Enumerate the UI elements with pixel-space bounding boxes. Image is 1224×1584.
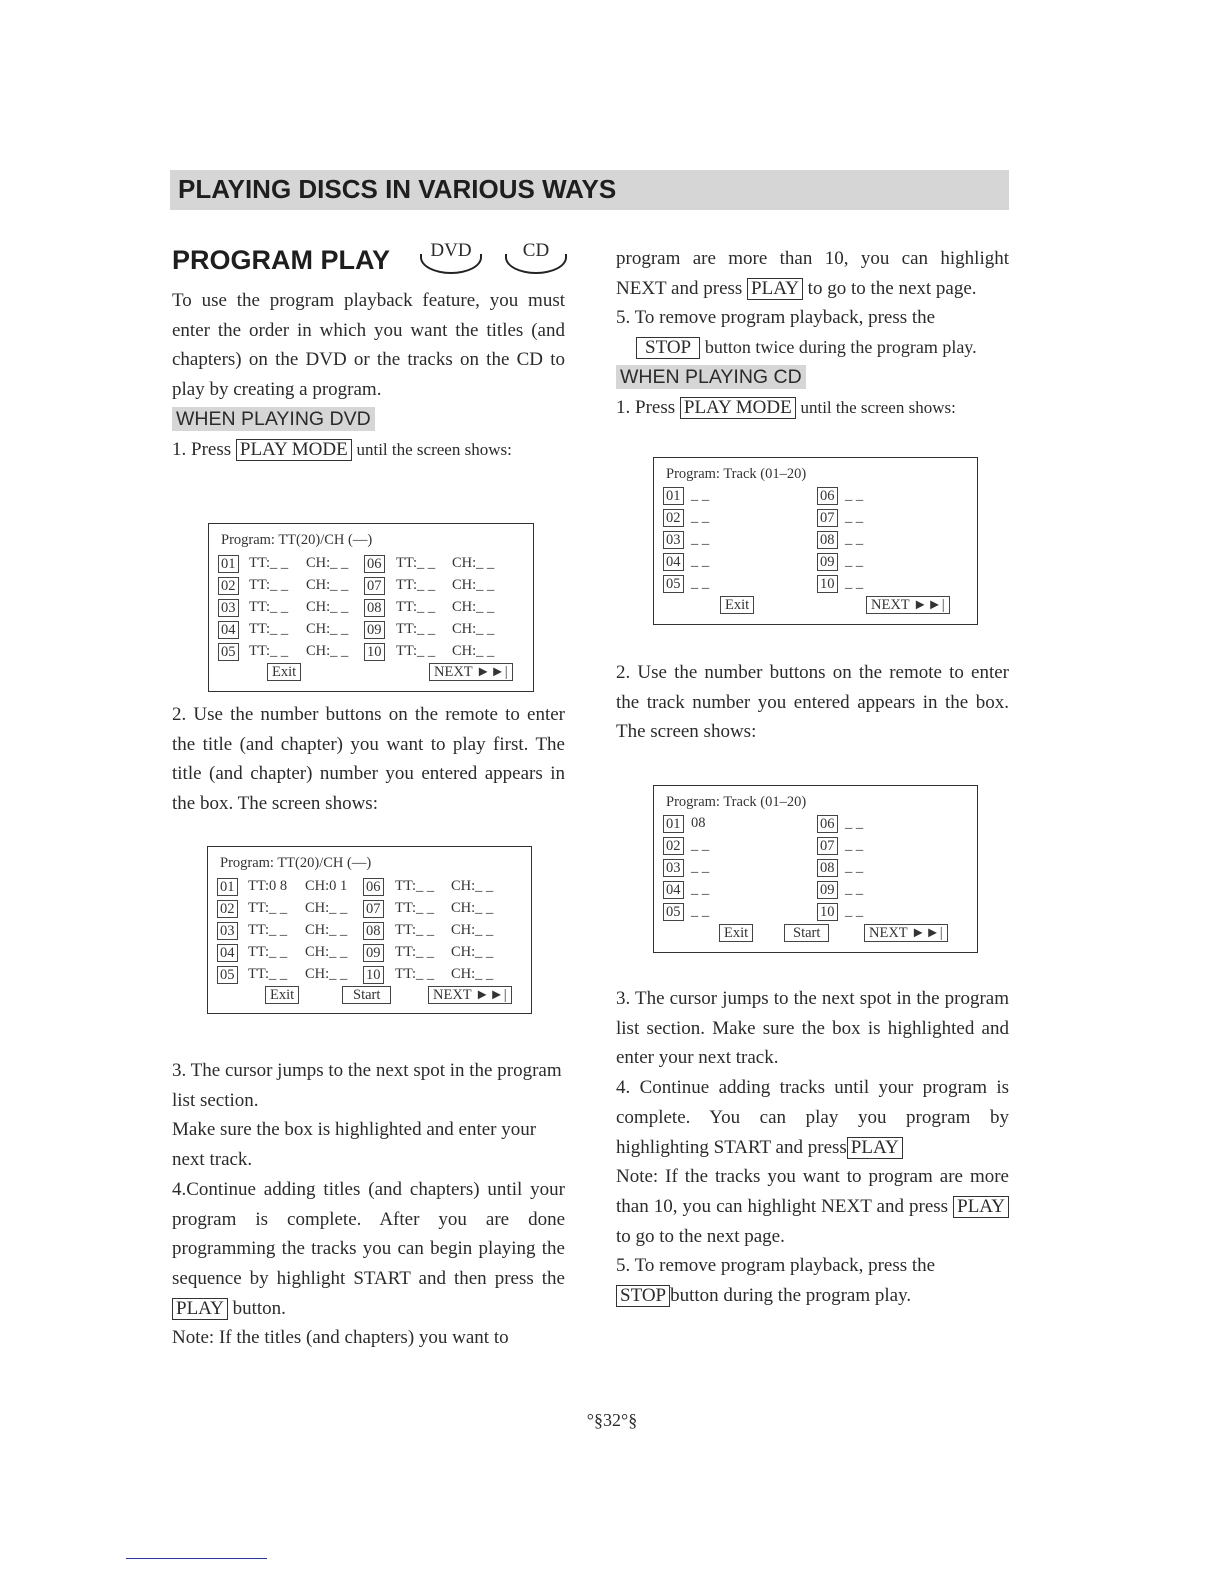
slot-number: 06: [364, 555, 385, 573]
dvd-step-5-end: button twice during the program play.: [704, 337, 977, 358]
cd-step-4-text: 4. Continue adding tracks until your program is complete. You can play you program by highlighting START and press: [616, 1077, 1009, 1158]
chapter-field-cell: [305, 922, 347, 939]
screen-title: Program: TT(20)/CH (––): [220, 855, 372, 871]
title-field-cell: [396, 577, 435, 594]
track-value-cell: [691, 575, 709, 592]
track-slot-cell: [817, 575, 838, 593]
start-button[interactable]: Start: [784, 924, 829, 942]
slot-number-cell: [217, 900, 238, 918]
next-button[interactable]: NEXT ►►|: [866, 596, 950, 614]
note-cont-end: to go to the next page.: [807, 277, 977, 299]
title-field: TT:_ _: [248, 966, 288, 982]
track-value-cell: [845, 553, 863, 570]
cd-step-5-text: 5. To remove program playback, press the: [616, 1255, 936, 1277]
track-value: _ _: [845, 881, 864, 897]
dvd-subheading: WHEN PLAYING DVD: [172, 407, 375, 431]
slot-number-cell: [363, 878, 384, 896]
title-field: TT:_ _: [249, 621, 289, 637]
exit-button[interactable]: Exit: [265, 986, 299, 1004]
next-button[interactable]: NEXT ►►|: [429, 663, 513, 681]
slot-number-cell: [217, 966, 238, 984]
dvd-icon-label: DVD: [430, 240, 472, 261]
dvd-step-4-text: 4.Continue adding titles (and chapters) until your program is complete. After you are done programming the tracks you can begin playing the sequence by highlight START and then press the: [172, 1178, 565, 1289]
stop-key: STOP: [636, 337, 700, 359]
screen-title: Program: Track (01–20): [666, 794, 807, 810]
dvd-step-3b: Make sure the box is highlighted and enter your next track.: [172, 1119, 537, 1171]
chapter-field-cell: [306, 577, 348, 594]
track-value-cell: [845, 531, 863, 548]
title-field-cell: [248, 900, 287, 917]
title-field: TT:_ _: [249, 577, 289, 593]
track-slot-cell: [817, 553, 838, 571]
next-button[interactable]: NEXT ►►|: [864, 924, 948, 942]
dvd-step-5: [616, 303, 1009, 362]
section-title: PROGRAM PLAY: [172, 245, 391, 275]
track-value-cell: [691, 531, 709, 548]
title-field-cell: [396, 555, 435, 572]
title-field-cell: [396, 621, 435, 638]
left-column-intro: [172, 286, 565, 464]
next-button[interactable]: NEXT ►►|: [428, 986, 512, 1004]
cd-disc-icon: [505, 240, 567, 274]
track-slot-number: 07: [817, 837, 838, 855]
chapter-field-cell: [305, 966, 347, 983]
chapter-field-cell: [452, 555, 494, 572]
slot-number: 05: [218, 643, 239, 661]
track-slot-cell: [663, 859, 684, 877]
chapter-field-cell: [452, 577, 494, 594]
dvd-step-5-text: 5. To remove program playback, press the: [616, 307, 936, 329]
title-field-cell: [396, 643, 435, 660]
track-slot-number: 01: [663, 815, 684, 833]
chapter-field: CH:_ _: [306, 643, 349, 659]
slot-number-cell: [364, 621, 385, 639]
track-slot-number: 05: [663, 575, 684, 593]
slot-number: 07: [363, 900, 384, 918]
title-field-cell: [395, 966, 434, 983]
track-slot-cell: [663, 487, 684, 505]
slot-number-cell: [364, 643, 385, 661]
track-slot-number: 06: [817, 487, 838, 505]
track-value-cell: [845, 903, 863, 920]
title-field-cell: [249, 621, 288, 638]
dvd-program-screen-empty: [208, 523, 534, 692]
track-value-cell: [845, 881, 863, 898]
slot-number: 09: [363, 944, 384, 962]
slot-number-cell: [217, 878, 238, 896]
title-field: TT:_ _: [395, 900, 435, 916]
track-value-cell: [691, 509, 709, 526]
slot-number-cell: [363, 922, 384, 940]
title-field: TT:_ _: [249, 643, 289, 659]
title-field-cell: [248, 966, 287, 983]
track-slot-number: 09: [817, 881, 838, 899]
track-slot-cell: [663, 575, 684, 593]
exit-button[interactable]: Exit: [267, 663, 301, 681]
dvd-note-continued: [616, 244, 1009, 303]
chapter-field: CH:_ _: [306, 599, 349, 615]
chapter-field-cell: [306, 643, 348, 660]
chapter-field-cell: [306, 555, 348, 572]
title-field-cell: [248, 922, 287, 939]
dvd-disc-icon: [420, 240, 482, 274]
track-value-cell: [845, 575, 863, 592]
banner-title: PLAYING DISCS IN VARIOUS WAYS: [178, 174, 617, 204]
title-field: TT:_ _: [395, 944, 435, 960]
title-field: TT:0 8: [248, 878, 288, 894]
slot-number-cell: [363, 944, 384, 962]
slot-number-cell: [218, 555, 239, 573]
title-field: TT:_ _: [396, 555, 436, 571]
track-value-cell: [845, 487, 863, 504]
chapter-field: CH:_ _: [451, 900, 494, 916]
dvd-step-1-end: until the screen shows:: [356, 439, 512, 459]
chapter-field-cell: [452, 643, 494, 660]
chapter-field: CH:_ _: [452, 599, 495, 615]
dvd-step-1: [172, 435, 565, 465]
chapter-field: CH:_ _: [306, 555, 349, 571]
chapter-field: CH:_ _: [305, 944, 348, 960]
slot-number: 07: [364, 577, 385, 595]
track-value: _ _: [691, 859, 710, 875]
play-key: PLAY: [747, 278, 803, 300]
slot-number: 08: [363, 922, 384, 940]
chapter-field: CH:_ _: [452, 577, 495, 593]
track-value-cell: [845, 859, 863, 876]
chapter-field-cell: [306, 621, 348, 638]
chapter-field: CH:0 1: [305, 878, 348, 894]
slot-number-cell: [218, 643, 239, 661]
track-value-cell: [691, 903, 709, 920]
chapter-field-cell: [306, 599, 348, 616]
chapter-field: CH:_ _: [452, 621, 495, 637]
track-value-cell: [691, 859, 709, 876]
right-column-steps: [616, 984, 1009, 1311]
play-mode-key: PLAY MODE: [236, 439, 352, 461]
slot-number: 01: [218, 555, 239, 573]
title-field: TT:_ _: [248, 900, 288, 916]
title-field: TT:_ _: [396, 577, 436, 593]
track-slot-number: 01: [663, 487, 684, 505]
chapter-field: CH:_ _: [451, 878, 494, 894]
chapter-field-cell: [451, 922, 493, 939]
page-number: °§32°§: [586, 1410, 638, 1430]
chapter-field-cell: [451, 944, 493, 961]
chapter-field: CH:_ _: [306, 621, 349, 637]
title-field: TT:_ _: [396, 621, 436, 637]
slot-number: 09: [364, 621, 385, 639]
title-field-cell: [395, 922, 434, 939]
track-value: _ _: [691, 553, 710, 569]
track-value-cell: [691, 487, 709, 504]
cd-step-5-end: button during the program play.: [670, 1285, 912, 1307]
track-value-cell: [691, 815, 706, 832]
cd-step-2: [616, 658, 1009, 747]
exit-button[interactable]: Exit: [720, 596, 754, 614]
title-field-cell: [395, 900, 434, 917]
slot-number-cell: [364, 555, 385, 573]
track-slot-cell: [817, 837, 838, 855]
cd-note-end: to go to the next page.: [616, 1225, 785, 1247]
cd-step-5: [616, 1251, 1009, 1310]
track-value: _ _: [691, 903, 710, 919]
chapter-field: CH:_ _: [452, 643, 495, 659]
title-field-cell: [248, 944, 287, 961]
title-field: TT:_ _: [248, 944, 288, 960]
intro-paragraph: To use the program playback feature, you must enter the order in which you want the titles (and chapters) on the DVD or the tracks on the CD to play by creating a program.: [172, 290, 565, 401]
title-field: TT:_ _: [249, 599, 289, 615]
track-value: 08: [691, 815, 706, 831]
track-slot-cell: [817, 509, 838, 527]
slot-number: 04: [217, 944, 238, 962]
track-slot-cell: [663, 531, 684, 549]
track-slot-cell: [817, 815, 838, 833]
slot-number: 05: [217, 966, 238, 984]
dvd-step-4-end: button.: [232, 1297, 286, 1319]
slot-number: 03: [218, 599, 239, 617]
track-slot-cell: [817, 531, 838, 549]
track-slot-number: 07: [817, 509, 838, 527]
screen-title: Program: TT(20)/CH (––): [221, 532, 373, 548]
footer-rule: [126, 1558, 267, 1559]
title-field-cell: [249, 599, 288, 616]
chapter-field: CH:_ _: [305, 922, 348, 938]
track-value-cell: [845, 815, 863, 832]
cd-program-screen-empty: [653, 457, 978, 625]
play-mode-key: PLAY MODE: [680, 397, 796, 419]
slot-number: 06: [363, 878, 384, 896]
track-value: _ _: [845, 487, 864, 503]
track-slot-cell: [817, 487, 838, 505]
play-key: PLAY: [847, 1137, 903, 1159]
track-value-cell: [691, 881, 709, 898]
slot-number-cell: [364, 577, 385, 595]
dvd-step-2-text: 2. Use the number buttons on the remote to enter the title (and chapter) you want to play first. The title (and chapter) number you entered appears in the box. The screen shows:: [172, 704, 565, 815]
cd-note-text: Note: If the tracks you want to program are more than 10, you can highlight NEXT and press: [616, 1166, 1009, 1217]
track-slot-number: 06: [817, 815, 838, 833]
cd-step-4: [616, 1073, 1009, 1162]
track-slot-cell: [663, 553, 684, 571]
track-value-cell: [845, 509, 863, 526]
track-value: _ _: [691, 881, 710, 897]
cd-step-1: [616, 393, 1009, 423]
chapter-field: CH:_ _: [451, 922, 494, 938]
chapter-field: CH:_ _: [305, 966, 348, 982]
slot-number-cell: [218, 577, 239, 595]
slot-number: 03: [217, 922, 238, 940]
track-slot-number: 04: [663, 881, 684, 899]
cd-note: [616, 1162, 1009, 1251]
track-slot-cell: [817, 903, 838, 921]
title-field: TT:_ _: [396, 643, 436, 659]
track-slot-number: 05: [663, 903, 684, 921]
chapter-field-cell: [452, 599, 494, 616]
track-slot-number: 10: [817, 903, 838, 921]
right-column-top: [616, 244, 1009, 422]
cd-subheading: WHEN PLAYING CD: [616, 365, 806, 389]
chapter-field-cell: [305, 944, 347, 961]
track-value: _ _: [845, 837, 864, 853]
slot-number: 08: [364, 599, 385, 617]
track-slot-cell: [817, 881, 838, 899]
start-button[interactable]: Start: [342, 986, 391, 1004]
left-column-steps: [172, 1056, 565, 1353]
title-field-cell: [395, 944, 434, 961]
title-field-cell: [249, 577, 288, 594]
slot-number-cell: [217, 922, 238, 940]
slot-number: 04: [218, 621, 239, 639]
title-field: TT:_ _: [248, 922, 288, 938]
slot-number: 02: [217, 900, 238, 918]
section-banner: [170, 170, 1009, 210]
cd-icon-label: CD: [522, 240, 550, 261]
track-slot-cell: [663, 815, 684, 833]
track-slot-number: 09: [817, 553, 838, 571]
track-slot-cell: [663, 881, 684, 899]
track-value: _ _: [845, 859, 864, 875]
dvd-step-2: [172, 700, 565, 819]
screen-title: Program: Track (01–20): [666, 466, 807, 482]
track-value: _ _: [691, 575, 710, 591]
slot-number: 02: [218, 577, 239, 595]
track-slot-number: 08: [817, 859, 838, 877]
track-value-cell: [691, 553, 709, 570]
title-field: TT:_ _: [396, 599, 436, 615]
track-value: _ _: [845, 903, 864, 919]
track-slot-number: 02: [663, 509, 684, 527]
track-value-cell: [691, 837, 709, 854]
chapter-field: CH:_ _: [452, 555, 495, 571]
play-key: PLAY: [953, 1196, 1009, 1218]
dvd-step-1-text: 1. Press: [172, 438, 232, 460]
track-slot-cell: [663, 903, 684, 921]
slot-number-cell: [218, 599, 239, 617]
title-field-cell: [248, 878, 287, 895]
slot-number-cell: [217, 944, 238, 962]
exit-button[interactable]: Exit: [719, 924, 753, 942]
title-field-cell: [395, 878, 434, 895]
title-field-cell: [249, 555, 288, 572]
title-field: TT:_ _: [249, 555, 289, 571]
track-value-cell: [845, 837, 863, 854]
chapter-field-cell: [305, 878, 347, 895]
dvd-program-screen-entered: [207, 846, 532, 1014]
slot-number: 01: [217, 878, 238, 896]
play-key: PLAY: [172, 1298, 228, 1320]
slot-number-cell: [364, 599, 385, 617]
track-slot-number: 04: [663, 553, 684, 571]
slot-number-cell: [363, 966, 384, 984]
track-value: _ _: [845, 509, 864, 525]
chapter-field: CH:_ _: [451, 944, 494, 960]
dvd-note: Note: If the titles (and chapters) you want to: [172, 1327, 509, 1349]
track-value: _ _: [691, 531, 710, 547]
chapter-field-cell: [452, 621, 494, 638]
track-value: _ _: [845, 531, 864, 547]
dvd-step-3: 3. The cursor jumps to the next spot in the program list section.: [172, 1060, 562, 1111]
title-field-cell: [249, 643, 288, 660]
track-slot-number: 02: [663, 837, 684, 855]
track-slot-number: 08: [817, 531, 838, 549]
cd-step-3: 3. The cursor jumps to the next spot in the program list section. Make sure the box is highlighted and enter your next track.: [616, 988, 1009, 1069]
chapter-field-cell: [451, 900, 493, 917]
cd-program-screen-entered: [653, 785, 978, 953]
track-slot-number: 03: [663, 531, 684, 549]
track-value: _ _: [691, 487, 710, 503]
slot-number-cell: [218, 621, 239, 639]
cd-step-1-end: until the screen shows:: [800, 397, 956, 417]
cd-step-1-text: 1. Press: [616, 396, 676, 418]
track-slot-number: 03: [663, 859, 684, 877]
slot-number-cell: [363, 900, 384, 918]
chapter-field: CH:_ _: [451, 966, 494, 982]
track-value: _ _: [691, 509, 710, 525]
track-slot-cell: [663, 509, 684, 527]
title-field: TT:_ _: [395, 966, 435, 982]
track-slot-number: 10: [817, 575, 838, 593]
chapter-field-cell: [451, 966, 493, 983]
cd-step-2-text: 2. Use the number buttons on the remote to enter the track number you entered appears in the box. The screen shows:: [616, 662, 1009, 743]
chapter-field-cell: [451, 878, 493, 895]
track-slot-cell: [663, 837, 684, 855]
slot-number: 10: [363, 966, 384, 984]
dvd-step-4: [172, 1175, 565, 1324]
track-value: _ _: [691, 837, 710, 853]
note-cont-text: program are more than 10, you can highlight NEXT and press: [616, 248, 1009, 299]
track-value: _ _: [845, 575, 864, 591]
track-slot-cell: [817, 859, 838, 877]
chapter-field-cell: [305, 900, 347, 917]
title-field: TT:_ _: [395, 878, 435, 894]
chapter-field: CH:_ _: [305, 900, 348, 916]
track-value: _ _: [845, 553, 864, 569]
slot-number: 10: [364, 643, 385, 661]
title-field-cell: [396, 599, 435, 616]
stop-key: STOP: [616, 1285, 670, 1307]
chapter-field: CH:_ _: [306, 577, 349, 593]
track-value: _ _: [845, 815, 864, 831]
title-field: TT:_ _: [395, 922, 435, 938]
